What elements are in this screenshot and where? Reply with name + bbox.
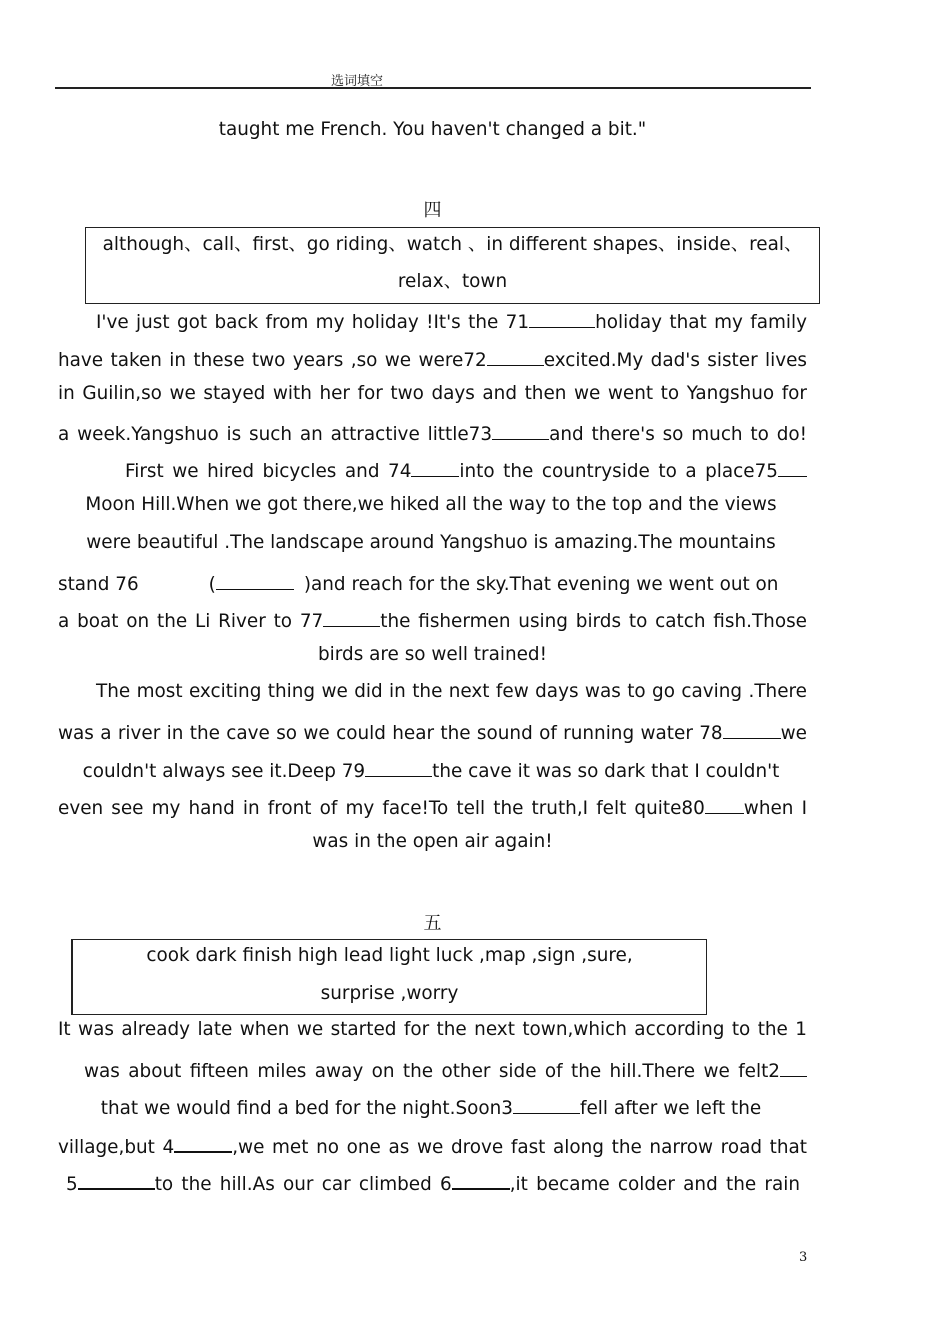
- word-box-line: surprise ,worry: [320, 983, 459, 1004]
- passage-line: were beautiful .The landscape around Yangshuo is amazing.The mountains: [86, 532, 776, 553]
- passage-line: birds are so well trained!: [318, 644, 547, 665]
- page-number: 3: [799, 1250, 808, 1265]
- answer-blank-3[interactable]: [513, 1093, 580, 1114]
- passage-line: First we hired bicycles and 74 into the countryside to a place75: [125, 456, 807, 484]
- passage-line: was in the open air again!: [312, 831, 553, 852]
- passage-line: couldn't always see it.Deep 79 the cave it was so dark that I couldn't: [35, 756, 827, 784]
- answer-blank-79[interactable]: [365, 756, 432, 777]
- passage-line: 5 to the hill.As our car climbed 6 ,it became colder and the rain: [66, 1168, 800, 1197]
- answer-blank-5[interactable]: [78, 1168, 155, 1190]
- passage-line: Moon Hill.When we got there,we hiked all the way to the top and the views: [85, 494, 777, 515]
- answer-blank-78[interactable]: [723, 718, 781, 739]
- passage-line: The most exciting thing we did in the next few days was to go caving .There: [96, 681, 807, 702]
- passage-line: I've just got back from my holiday !It's the 71 holiday that my family: [96, 307, 807, 335]
- passage-line: was about fifteen miles away on the other side of the hill.There we felt2: [84, 1056, 807, 1084]
- passage-line: It was already late when we started for the next town,which according to the 1: [58, 1019, 807, 1040]
- answer-blank-4[interactable]: [174, 1131, 232, 1153]
- answer-blank-75[interactable]: [778, 456, 807, 477]
- passage-line: was a river in the cave so we could hear the sound of running water 78 we: [58, 718, 807, 746]
- answer-blank-74[interactable]: [411, 456, 459, 477]
- passage-line: a week.Yangshuo is such an attractive little73 and there's so much to do!: [58, 419, 807, 447]
- word-box-line: although、call、first、go riding、watch 、in different shapes、inside、real、: [102, 234, 803, 255]
- passage-line: even see my hand in front of my face!To tell the truth,I felt quite80 when I: [58, 793, 807, 821]
- answer-blank-71[interactable]: [529, 307, 595, 328]
- passage-line: village,but 4 ,we met no one as we drove fast along the narrow road that: [58, 1131, 807, 1160]
- answer-blank-6[interactable]: [452, 1168, 510, 1190]
- passage-line: a boat on the Li River to 77 the fishermen using birds to catch fish.Those: [58, 606, 807, 634]
- answer-blank-73[interactable]: [492, 419, 549, 440]
- word-box-line: relax、town: [397, 271, 508, 292]
- section-5-word-box: [71, 939, 707, 1015]
- answer-blank-80[interactable]: [705, 793, 744, 814]
- answer-blank-77[interactable]: [323, 606, 380, 627]
- continuation-line: taught me French. You haven't changed a bit.": [218, 119, 647, 140]
- section-4-title: 四: [423, 200, 442, 221]
- header-title: 选词填空: [331, 74, 384, 89]
- answer-blank-2[interactable]: [780, 1056, 807, 1077]
- word-box-line: cook dark finish high lead light luck ,map ,sign ,sure,: [146, 945, 633, 966]
- section-5-title: 五: [423, 913, 442, 934]
- header-rule: [55, 87, 811, 89]
- section-4-word-box: [85, 227, 820, 304]
- answer-blank-72[interactable]: [487, 345, 544, 366]
- passage-line: that we would find a bed for the night.Soon3 fell after we left the: [35, 1093, 827, 1121]
- passage-line: have taken in these two years ,so we were72 excited.My dad's sister lives: [58, 345, 807, 373]
- answer-blank-76[interactable]: [216, 569, 294, 590]
- passage-line: in Guilin,so we stayed with her for two days and then we went to Yangshuo for: [58, 383, 807, 404]
- passage-line: stand 76 ( )and reach for the sky.That evening we went out on: [58, 569, 807, 597]
